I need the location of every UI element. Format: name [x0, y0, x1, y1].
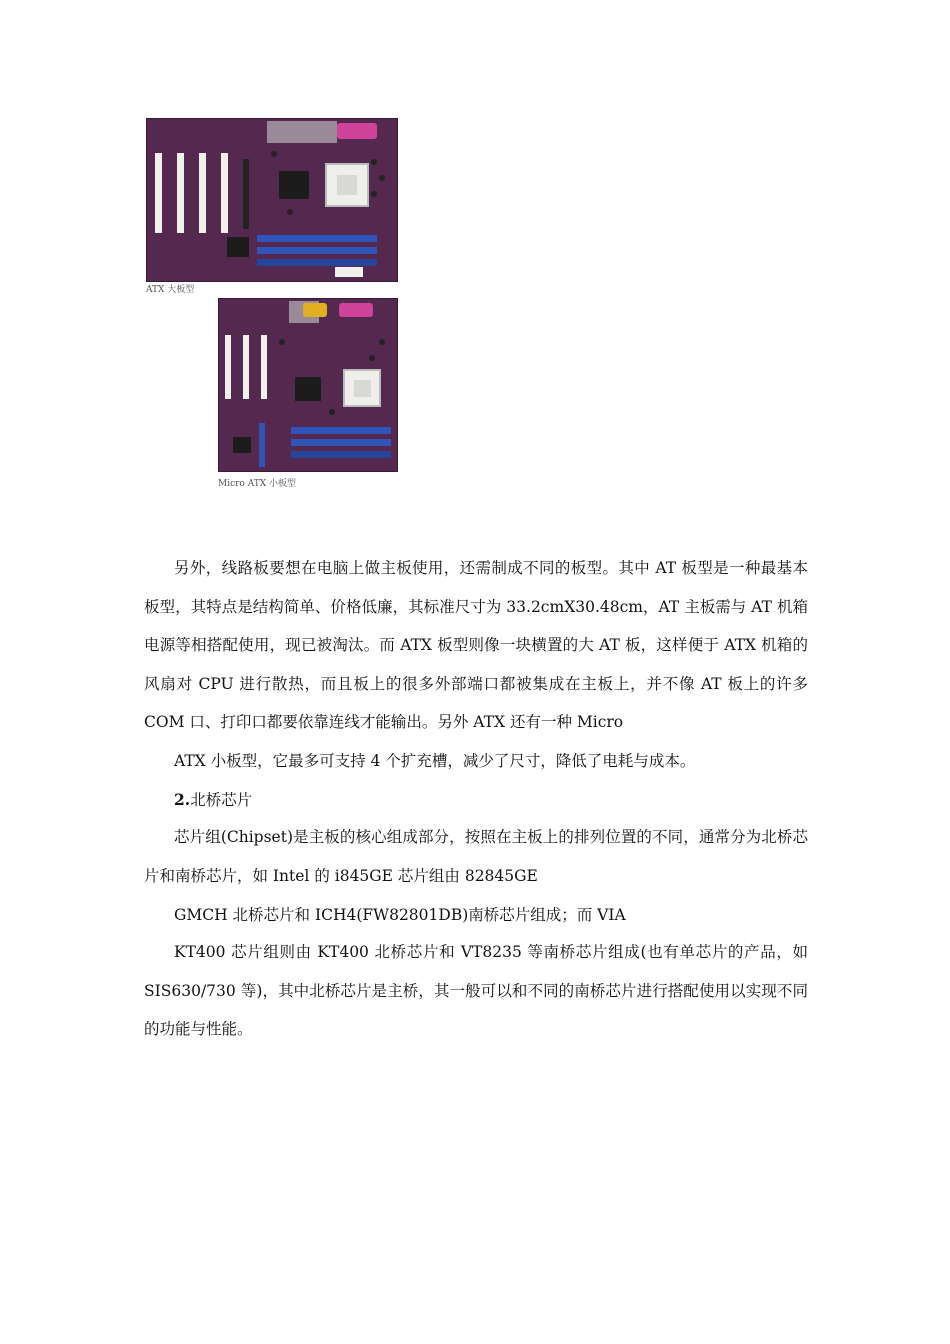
capacitor — [371, 159, 377, 165]
atx-board-image — [146, 118, 398, 282]
serial-port — [303, 303, 327, 317]
pci-slot — [261, 335, 267, 399]
agp-slot — [259, 423, 265, 467]
ram-slot — [291, 427, 391, 434]
section-title: 北桥芯片 — [190, 791, 253, 809]
pci-slot — [243, 335, 249, 399]
north-bridge-chip — [279, 171, 309, 199]
south-bridge-chip — [233, 437, 251, 453]
capacitor — [371, 191, 377, 197]
paragraph-kt400: KT400 芯片组则由 KT400 北桥芯片和 VT8235 等南桥芯片组成(也有单芯片的产品，如 SIS630/730 等)，其中北桥芯片是主桥，其一般可以和不同的南桥芯片进行搭配使用以实现不同的功能与性能。 — [144, 943, 808, 1038]
capacitor — [279, 339, 285, 345]
capacitor — [369, 355, 375, 361]
ram-slot — [257, 235, 377, 242]
paragraph-micro-atx: ATX 小板型，它最多可支持 4 个扩充槽，减少了尺寸，降低了电耗与成本。 — [174, 752, 696, 770]
io-ports — [267, 121, 337, 143]
paragraph-board-types: 另外，线路板要想在电脑上做主板使用，还需制成不同的板型。其中 AT 板型是一种最基本板型，其特点是结构简单、价格低廉，其标准尺寸为 33.2cmX30.48cm，AT 主板需与 AT 机箱电源等相搭配使用，现已被淘汰。而 ATX 板型则像一块横置的大 AT 板，这样便于 ATX 机箱的风扇对 CPU 进行散热，而且板上的很多外部端口都被集成在主板上，并不像 AT 板上的许多 COM 口、打印口都要依靠连线才能输出。另外 ATX 还有一种 Micro — [144, 559, 808, 731]
agp-slot — [243, 159, 249, 229]
pci-slot — [177, 153, 184, 233]
parallel-port — [337, 123, 377, 139]
section-number: 2. — [174, 790, 191, 809]
power-connector — [335, 267, 363, 277]
south-bridge-chip — [227, 237, 249, 257]
figure-caption: Micro ATX 小板型 — [218, 479, 296, 489]
parallel-port — [339, 303, 373, 317]
capacitor — [271, 151, 277, 157]
ram-slot — [291, 439, 391, 446]
cpu-socket — [343, 369, 381, 407]
pci-slot — [199, 153, 206, 233]
pci-slot — [225, 335, 231, 399]
cpu-socket — [325, 163, 369, 207]
capacitor — [329, 409, 335, 415]
ram-slot — [291, 451, 391, 458]
pci-slot — [221, 153, 228, 233]
figure-caption: ATX 大板型 — [146, 285, 195, 295]
section-heading — [174, 788, 252, 810]
ram-slot — [257, 259, 377, 266]
paragraph-gmch: GMCH 北桥芯片和 ICH4(FW82801DB)南桥芯片组成；而 VIA — [174, 906, 626, 924]
north-bridge-chip — [295, 377, 321, 401]
ram-slot — [257, 247, 377, 254]
pci-slot — [155, 153, 162, 233]
capacitor — [379, 339, 385, 345]
micro-atx-board-image — [218, 298, 398, 472]
capacitor — [379, 175, 385, 181]
capacitor — [287, 209, 293, 215]
paragraph-chipset: 芯片组(Chipset)是主板的核心组成部分，按照在主板上的排列位置的不同，通常分为北桥芯片和南桥芯片，如 Intel 的 i845GE 芯片组由 82845GE — [144, 828, 808, 885]
